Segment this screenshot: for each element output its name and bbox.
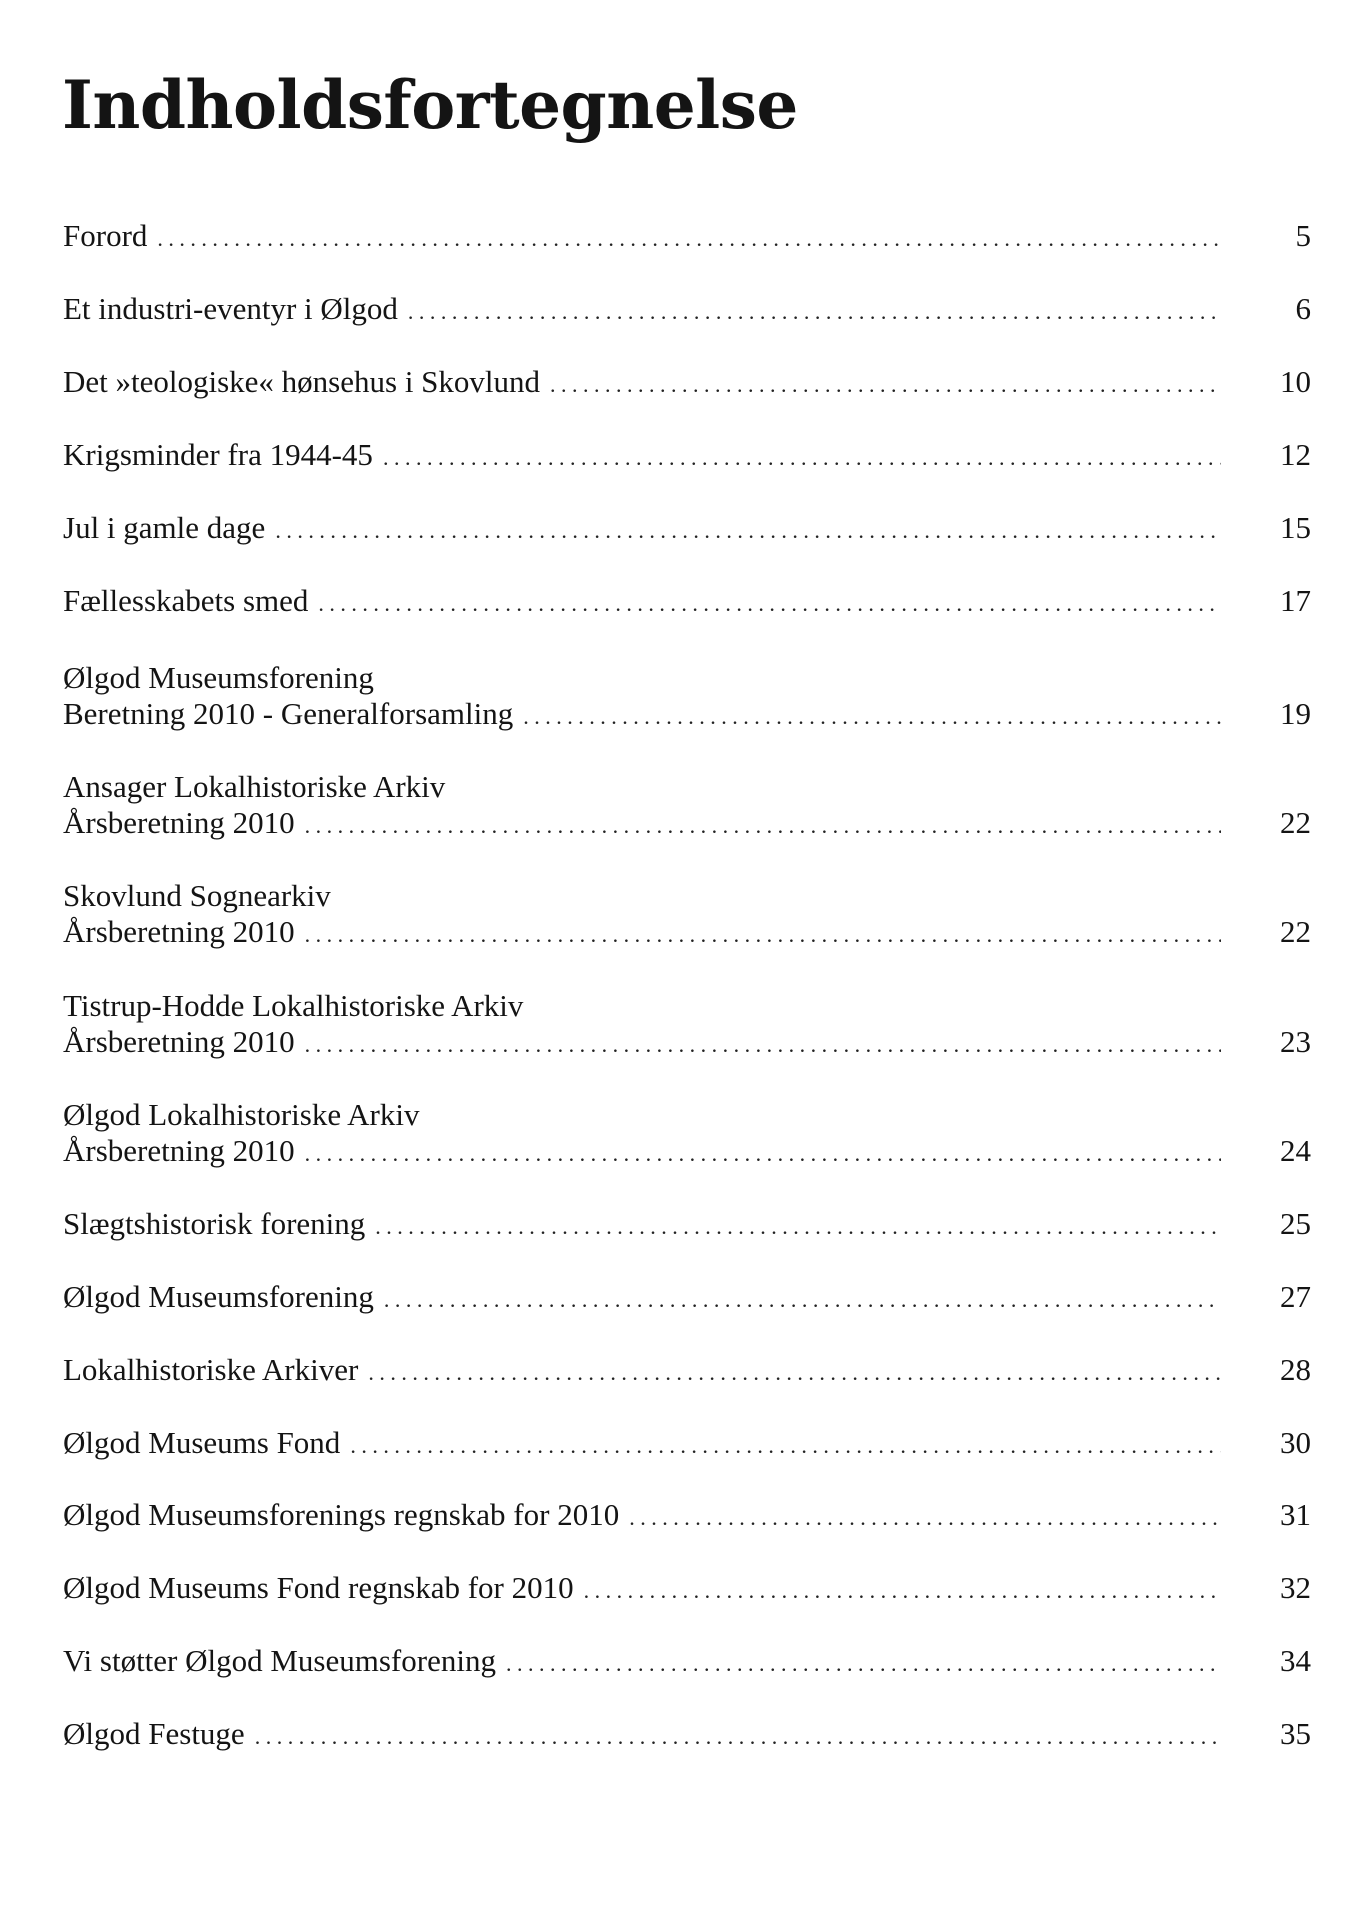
toc-entry xyxy=(63,1570,1311,1609)
toc-entry-title: Lokalhistoriske Arkiver xyxy=(63,1352,359,1387)
toc-entry-title: Krigsminder fra 1944-45 xyxy=(63,437,373,472)
toc-entry-title: Slægtshistorisk forening xyxy=(63,1206,366,1241)
dot-leader xyxy=(305,1136,1221,1172)
dot-leader xyxy=(384,1282,1221,1318)
toc-page-number: 31 xyxy=(1280,1497,1311,1532)
page-title: Indholdsfortegnelse xyxy=(62,66,798,144)
toc-entry-row xyxy=(63,914,1311,953)
toc-entry xyxy=(63,218,1311,257)
toc-page-number: 34 xyxy=(1280,1643,1311,1678)
dot-leader xyxy=(305,1027,1221,1063)
toc-entry xyxy=(63,510,1311,549)
toc-entry xyxy=(63,291,1311,330)
toc-entry-row xyxy=(63,437,1311,476)
toc-page-number: 30 xyxy=(1280,1425,1311,1460)
toc-entry-title: Fællesskabets smed xyxy=(63,583,309,618)
toc-entry-title: Ølgod Museumsforenings regnskab for 2010 xyxy=(63,1497,620,1532)
toc-page-number: 23 xyxy=(1280,1024,1311,1059)
toc-entry xyxy=(63,1643,1311,1682)
dot-leader xyxy=(318,586,1221,622)
dot-leader xyxy=(506,1646,1221,1682)
toc-entry-subtitle: Årsberetning 2010 xyxy=(63,1133,295,1168)
toc-entry xyxy=(63,660,1311,735)
toc-entry-row xyxy=(63,364,1311,403)
toc-entry-title: Jul i gamle dage xyxy=(63,510,266,545)
toc-entry-row xyxy=(63,291,1311,330)
toc-entry-subtitle: Årsberetning 2010 xyxy=(63,805,295,840)
dot-leader xyxy=(629,1500,1221,1536)
toc-page-number: 12 xyxy=(1280,437,1311,472)
toc-page-number: 17 xyxy=(1280,583,1311,618)
toc-entry-title: Ølgod Museumsforening xyxy=(63,660,374,695)
toc-entry-row xyxy=(63,1716,1311,1755)
dot-leader xyxy=(305,917,1221,953)
toc-entry-row xyxy=(63,1206,1311,1245)
toc-entry-title: Forord xyxy=(63,218,148,253)
toc-entry-subtitle: Beretning 2010 - Generalforsamling xyxy=(63,696,514,731)
toc-page-number: 32 xyxy=(1280,1570,1311,1605)
dot-leader xyxy=(350,1428,1221,1464)
dot-leader xyxy=(157,221,1221,257)
toc-entry-row xyxy=(63,583,1311,622)
toc-entry-title: Ølgod Museums Fond xyxy=(63,1425,341,1460)
toc-entry-title: Ølgod Museumsforening xyxy=(63,1279,374,1314)
toc-entry-title: Tistrup-Hodde Lokalhistoriske Arkiv xyxy=(63,988,524,1023)
toc-entry-row xyxy=(63,510,1311,549)
toc-entry xyxy=(63,769,1311,844)
toc-entry-row xyxy=(63,218,1311,257)
toc-entry-row xyxy=(63,805,1311,844)
toc-entry xyxy=(63,583,1311,622)
toc-page-number: 15 xyxy=(1280,510,1311,545)
toc-entry-row xyxy=(63,696,1311,735)
toc-page-number: 24 xyxy=(1280,1133,1311,1168)
dot-leader xyxy=(368,1355,1221,1391)
toc-entry-row xyxy=(63,1352,1311,1391)
toc-entry-subtitle: Årsberetning 2010 xyxy=(63,1024,295,1059)
dot-leader xyxy=(375,1209,1221,1245)
toc-entry-row xyxy=(63,1024,1311,1063)
toc-page-number: 27 xyxy=(1280,1279,1311,1314)
toc-page-number: 25 xyxy=(1280,1206,1311,1241)
toc-entry xyxy=(63,1425,1311,1464)
toc-page-number: 19 xyxy=(1280,696,1311,731)
toc-entry-subtitle: Årsberetning 2010 xyxy=(63,914,295,949)
dot-leader xyxy=(305,808,1221,844)
toc-page-number: 22 xyxy=(1280,805,1311,840)
toc-entry-title: Det »teologiske« hønsehus i Skovlund xyxy=(63,364,541,399)
toc-entry-title: Ølgod Festuge xyxy=(63,1716,245,1751)
toc-page-number: 35 xyxy=(1280,1716,1311,1751)
toc-entry xyxy=(63,1279,1311,1318)
toc-entry-title: Ølgod Museums Fond regnskab for 2010 xyxy=(63,1570,574,1605)
toc-page-number: 6 xyxy=(1295,291,1311,326)
toc-entry-row xyxy=(63,1570,1311,1609)
toc-entry xyxy=(63,1206,1311,1245)
toc-entry-title: Et industri-eventyr i Ølgod xyxy=(63,291,398,326)
toc-entry-row xyxy=(63,1133,1311,1172)
toc-entry xyxy=(63,1497,1311,1536)
toc-entry-row xyxy=(63,1497,1311,1536)
toc-entry-title: Ansager Lokalhistoriske Arkiv xyxy=(63,769,446,804)
dot-leader xyxy=(584,1573,1221,1609)
dot-leader xyxy=(383,440,1221,476)
toc-entry-title: Skovlund Sognearkiv xyxy=(63,878,331,913)
toc-entry-row xyxy=(63,1643,1311,1682)
toc-page-number: 22 xyxy=(1280,914,1311,949)
dot-leader xyxy=(408,294,1221,330)
dot-leader xyxy=(550,367,1221,403)
toc-entry-row xyxy=(63,1425,1311,1464)
toc-entry xyxy=(63,437,1311,476)
toc-entry xyxy=(63,878,1311,953)
dot-leader xyxy=(255,1719,1221,1755)
toc-page-number: 5 xyxy=(1295,218,1311,253)
toc-entry xyxy=(63,988,1311,1063)
toc-entry xyxy=(63,364,1311,403)
toc-entry-title: Ølgod Lokalhistoriske Arkiv xyxy=(63,1097,420,1132)
toc-entry xyxy=(63,1716,1311,1755)
toc-entry xyxy=(63,1097,1311,1172)
toc-entry-row xyxy=(63,1279,1311,1318)
toc-entry-title: Vi støtter Ølgod Museumsforening xyxy=(63,1643,496,1678)
toc-page-number: 10 xyxy=(1280,364,1311,399)
toc-page-number: 28 xyxy=(1280,1352,1311,1387)
toc-entry xyxy=(63,1352,1311,1391)
dot-leader xyxy=(523,699,1221,735)
dot-leader xyxy=(275,513,1221,549)
